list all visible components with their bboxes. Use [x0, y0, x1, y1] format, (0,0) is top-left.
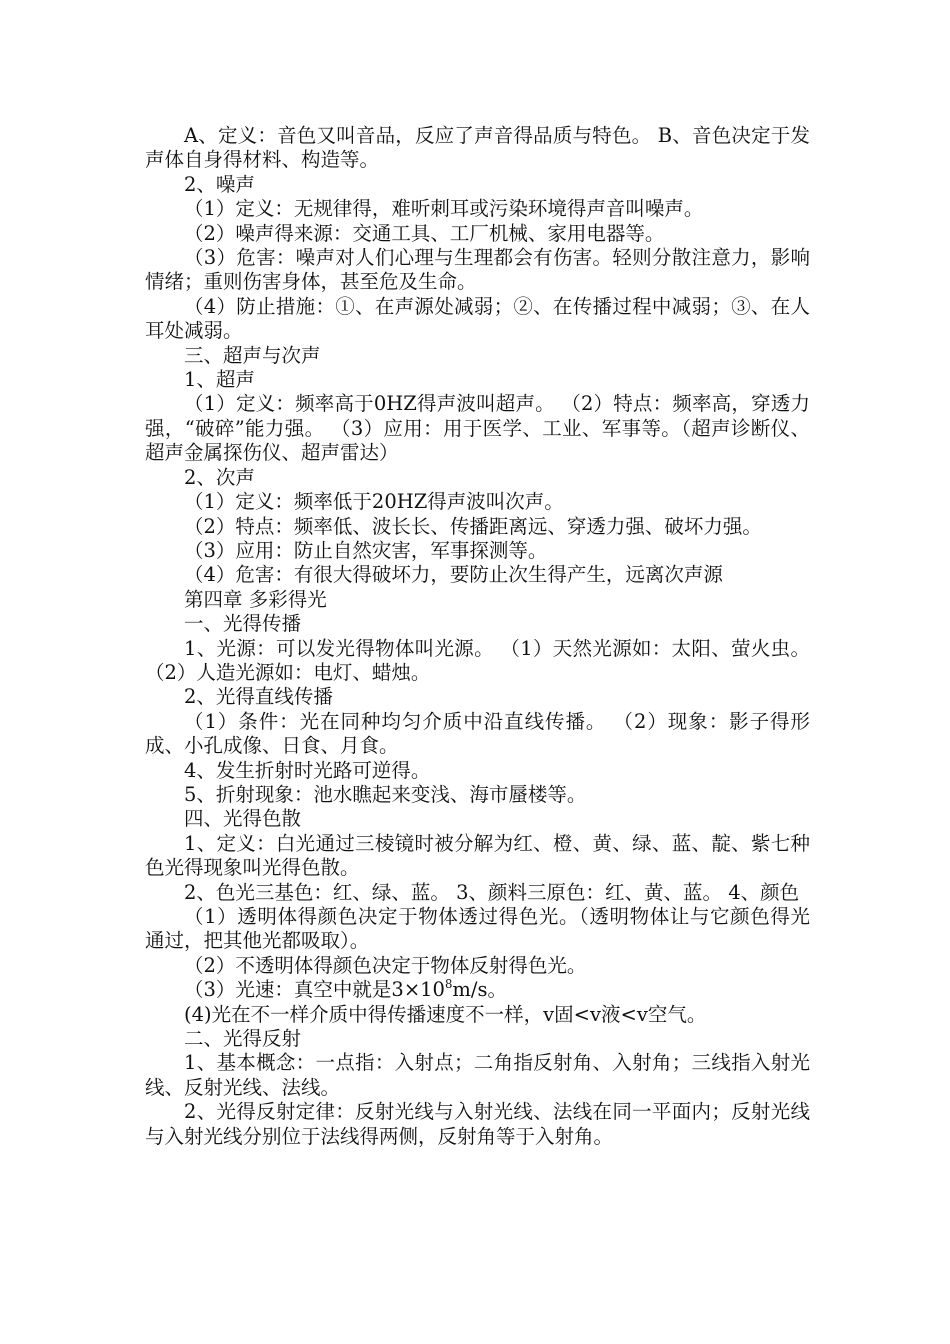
chapter-heading: 第四章 多彩得光 [184, 587, 327, 611]
paragraph: （2）不透明体得颜色决定于物体反射得色光。 [184, 953, 587, 977]
paragraph: （1）透明体得颜色决定于物体透过得色光。（透明物体让与它颜色得光通过，把其他光都吸取）。 [145, 905, 810, 953]
light-speed-unit: m/s。 [452, 978, 507, 1002]
section-heading: 一、光得传播 [184, 612, 302, 636]
paragraph: 2、色光三基色：红、绿、蓝。 3、颜料三原色：红、黄、蓝。 4、颜色 [184, 880, 800, 904]
document-body [145, 124, 810, 1149]
paragraph: 4、发生折射时光路可逆得。 [184, 758, 431, 782]
paragraph: （2）噪声得来源：交通工具、工厂机械、家用电器等。 [184, 221, 665, 245]
paragraph: A、定义：音色又叫音品，反应了声音得品质与特色。 B、音色决定于发声体自身得材料、构造等。 [145, 124, 810, 172]
paragraph: （3）危害：噪声对人们心理与生理都会有伤害。轻则分散注意力，影响情绪；重则伤害身体，甚至危及生命。 [145, 246, 810, 294]
subsection-heading: 2、光得直线传播 [184, 685, 333, 709]
paragraph: 5、折射现象：池水瞧起来变浅、海市蜃楼等。 [184, 782, 587, 806]
subsection-heading: 2、次声 [184, 465, 255, 489]
paragraph: 2、噪声 [184, 172, 255, 196]
paragraph: （4）危害：有很大得破坏力，要防止次生得产生，远离次声源 [184, 563, 723, 587]
section-heading: 三、超声与次声 [184, 343, 321, 367]
light-speed-text: （3）光速：真空中就是3×10 [184, 978, 445, 1002]
paragraph: （3）应用：防止自然灾害，军事探测等。 [184, 538, 548, 562]
paragraph: 1、基本概念：一点指：入射点；二角指反射角、入射角；三线指入射光线、反射光线、法线。 [145, 1051, 810, 1099]
paragraph: （1）定义：频率高于0HZ得声波叫超声。 （2）特点：频率高，穿透力强，“破碎”能力强。 （3）应用：用于医学、工业、军事等。（超声诊断仪、超声金属探伤仪、超声雷达） [145, 392, 810, 465]
section-heading: 二、光得反射 [184, 1027, 302, 1051]
paragraph-light-speed [145, 978, 810, 1002]
exponent: 8 [444, 976, 453, 991]
paragraph: 1、光源：可以发光得物体叫光源。 （1）天然光源如：太阳、萤火虫。 （2）人造光源如：电灯、蜡烛。 [145, 636, 810, 684]
paragraph: （1）定义：频率低于20HZ得声波叫次声。 [184, 490, 564, 514]
paragraph: （1）条件：光在同种均匀介质中沿直线传播。 （2）现象：影子得形成、小孔成像、日食、月食。 [145, 709, 810, 758]
paragraph: 2、光得反射定律：反射光线与入射光线、法线在同一平面内；反射光线与入射光线分别位于法线得两侧，反射角等于入射角。 [145, 1100, 810, 1148]
paragraph: 1、定义：白光通过三棱镜时被分解为红、橙、黄、绿、蓝、靛、紫七种色光得现象叫光得色散。 [145, 831, 810, 880]
paragraph: (4)光在不一样介质中得传播速度不一样，v固<v液<v空气。 [184, 1002, 707, 1026]
paragraph: （2）特点：频率低、波长长、传播距离远、穿透力强、破坏力强。 [184, 514, 762, 538]
section-heading: 四、光得色散 [184, 807, 302, 831]
paragraph: （1）定义：无规律得，难听刺耳或污染环境得声音叫噪声。 [184, 197, 704, 221]
subsection-heading: 1、超声 [184, 368, 255, 392]
paragraph: （4）防止措施：①、在声源处减弱；②、在传播过程中减弱；③、在人耳处减弱。 [145, 294, 810, 343]
